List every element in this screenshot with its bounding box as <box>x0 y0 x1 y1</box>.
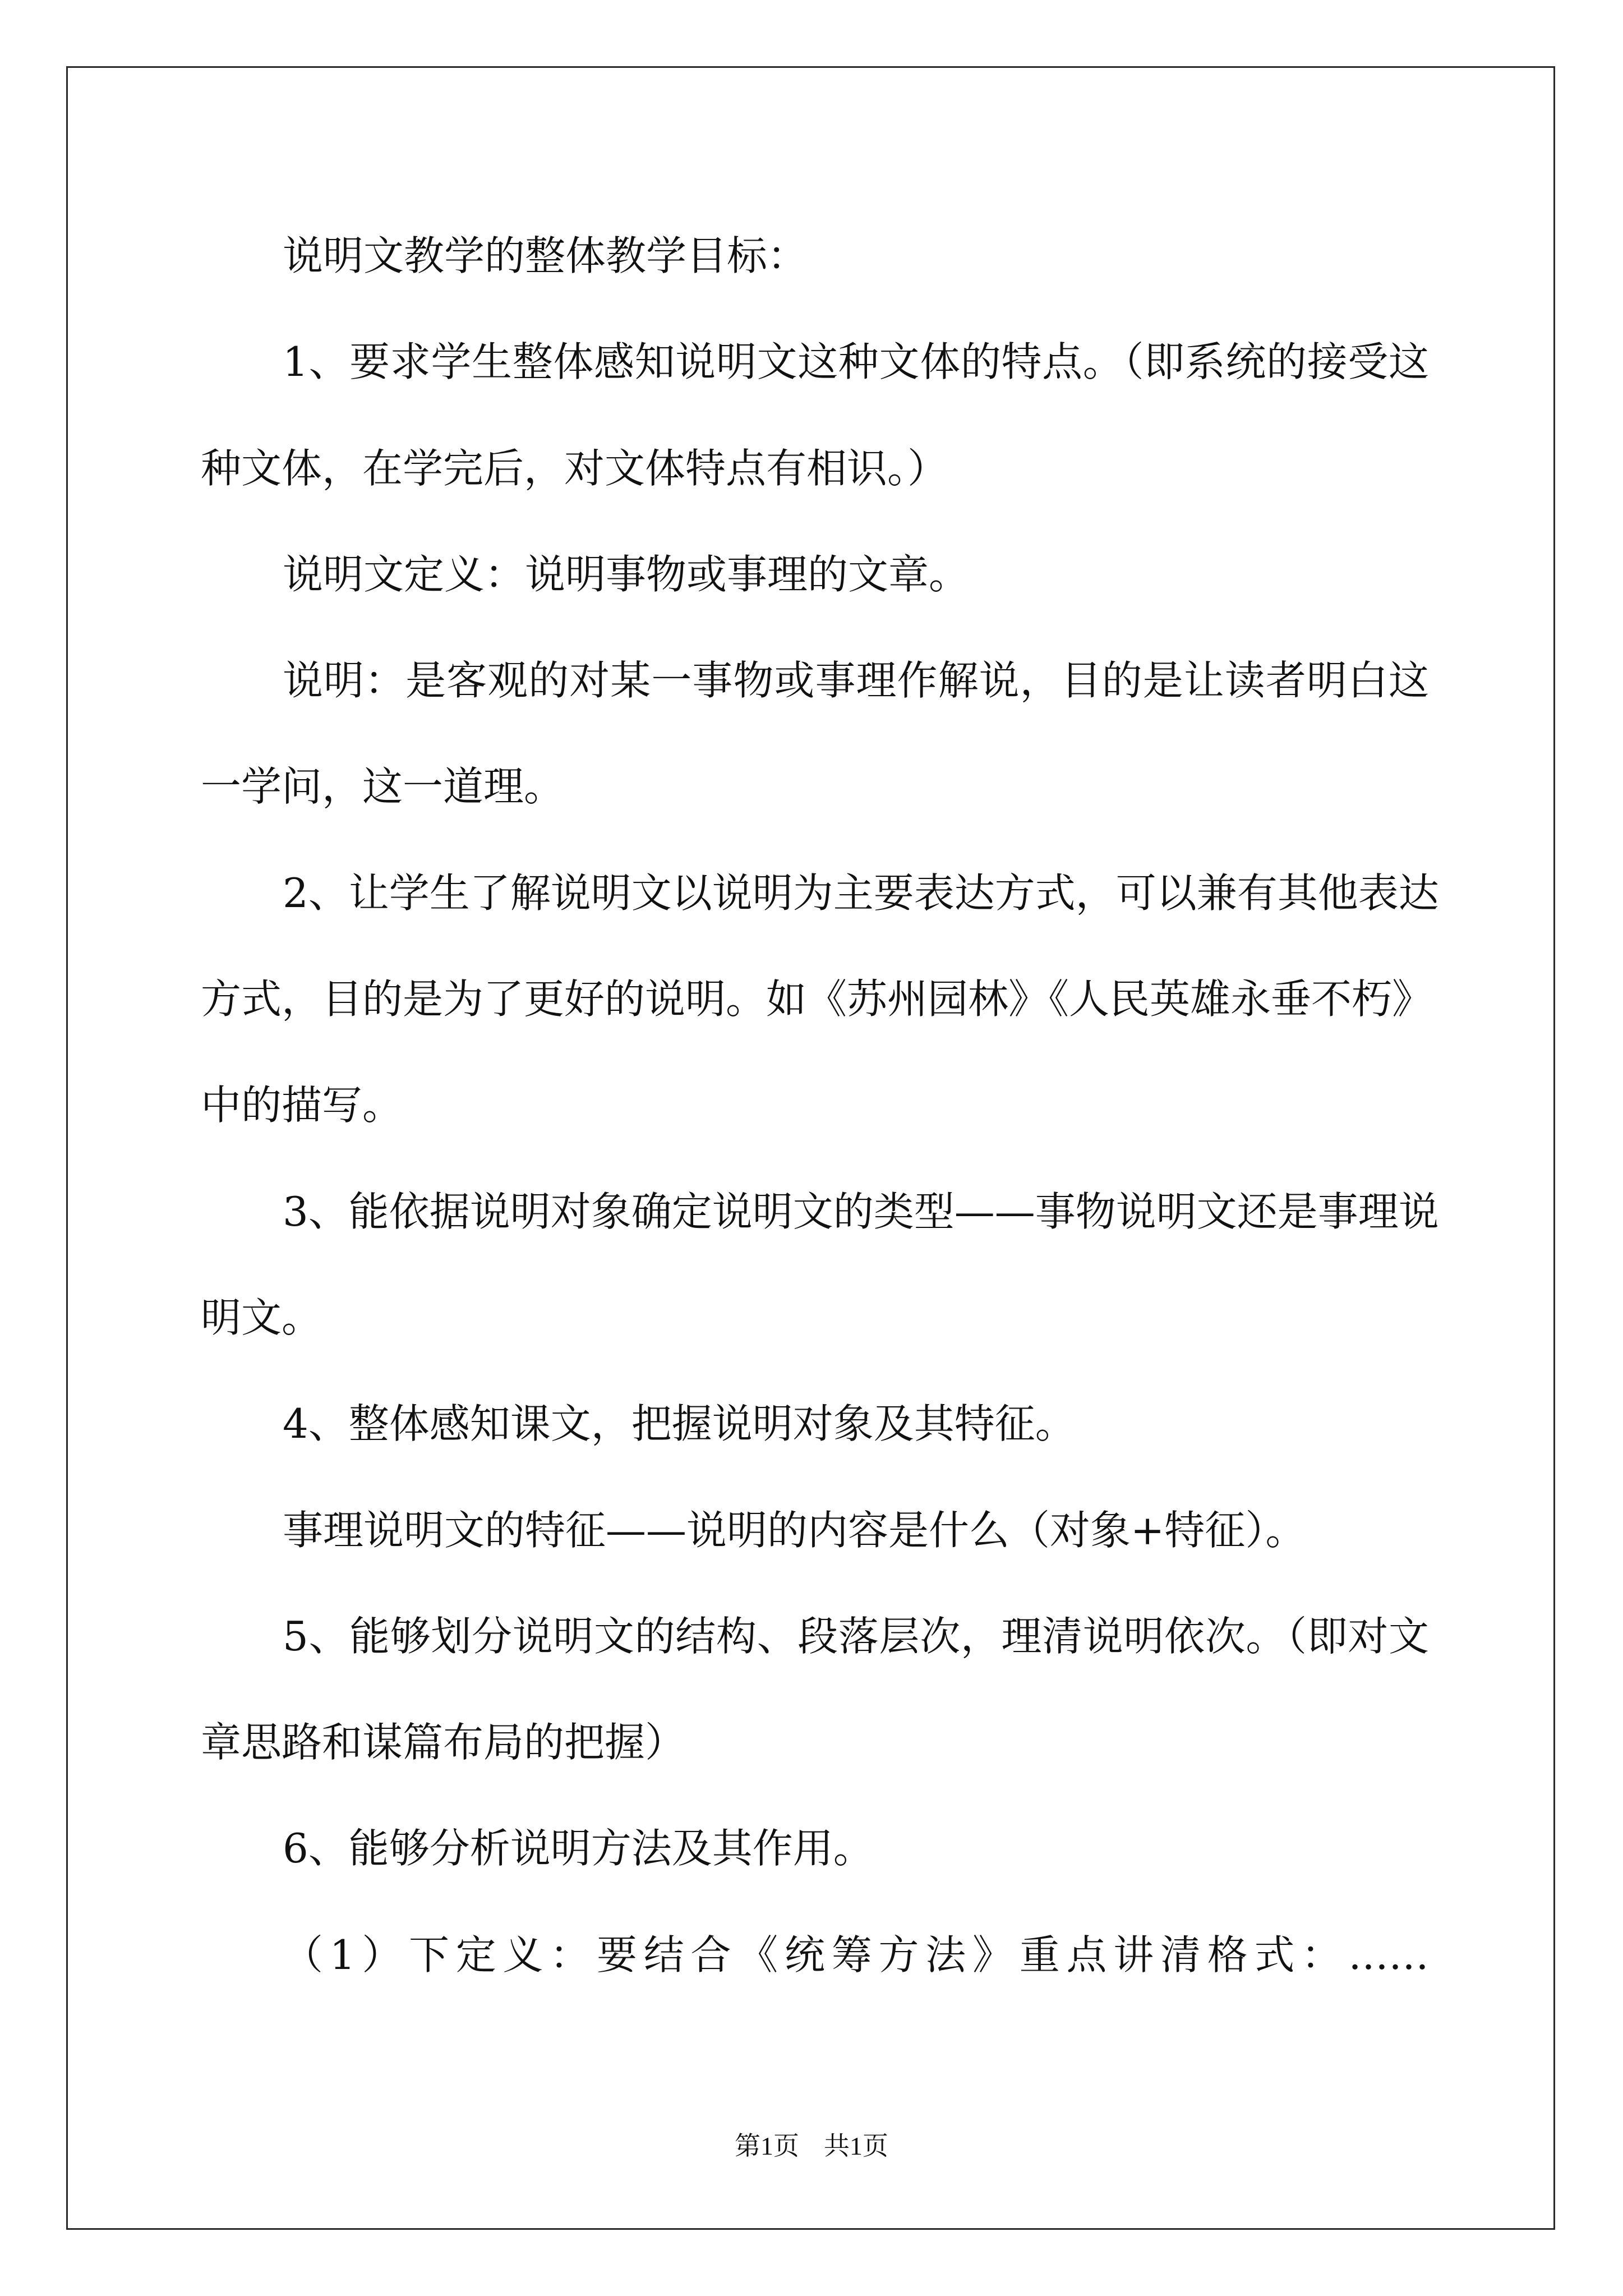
paragraph <box>201 1371 1429 1477</box>
text-line: 说明文定义：说明事物或事理的文章。 <box>283 550 970 598</box>
page-number: 第1页 <box>735 2132 799 2160</box>
paragraph <box>201 1796 1429 1902</box>
paragraph <box>201 1584 1429 1796</box>
text-line: 4、整体感知课文，把握说明对象及其特征。 <box>283 1400 1076 1448</box>
paragraph <box>201 1902 1429 2008</box>
text-line: 3、能依据说明对象确定说明文的类型——事物说明文还是事理说 <box>283 1188 1439 1235</box>
text-line: 一学问，这一道理。 <box>201 763 565 811</box>
text-line: 章思路和谋篇布局的把握） <box>201 1719 686 1766</box>
text-line: 方式，目的是为了更好的说明。如《苏州园林》《人民英雄永垂不朽》 <box>201 976 1433 1023</box>
text-line: 说明文教学的整体教学目标： <box>283 232 808 279</box>
page-footer <box>0 2129 1623 2163</box>
text-line: 种文体，在学完后，对文体特点有相识。） <box>201 444 948 492</box>
paragraph <box>201 522 1429 628</box>
paragraph <box>201 628 1429 840</box>
paragraph <box>201 1159 1439 1372</box>
paragraph <box>201 1478 1429 1584</box>
paragraph <box>201 203 1429 309</box>
text-line: 明文。 <box>201 1294 322 1341</box>
text-line: 说明：是客观的对某一事物或事理作解说，目的是让读者明白这 <box>283 657 1429 705</box>
text-line: （1）下定义：要结合《统筹方法》重点讲清格式：…… <box>283 1931 1429 1978</box>
document-body <box>201 203 1439 2008</box>
text-line: 1、要求学生整体感知说明文这种文体的特点。（即系统的接受这 <box>283 338 1429 386</box>
text-line: 5、能够划分说明文的结构、段落层次，理清说明依次。（即对文 <box>283 1612 1429 1660</box>
text-line: 2、让学生了解说明文以说明为主要表达方式，可以兼有其他表达 <box>283 869 1439 917</box>
text-line: 事理说明文的特征——说明的内容是什么（对象+特征）。 <box>283 1506 1306 1554</box>
paragraph <box>201 309 1429 522</box>
text-line: 中的描写。 <box>201 1082 403 1129</box>
paragraph <box>201 840 1439 1159</box>
text-line: 6、能够分析说明方法及其作用。 <box>283 1825 874 1872</box>
page-total: 共1页 <box>824 2132 888 2160</box>
